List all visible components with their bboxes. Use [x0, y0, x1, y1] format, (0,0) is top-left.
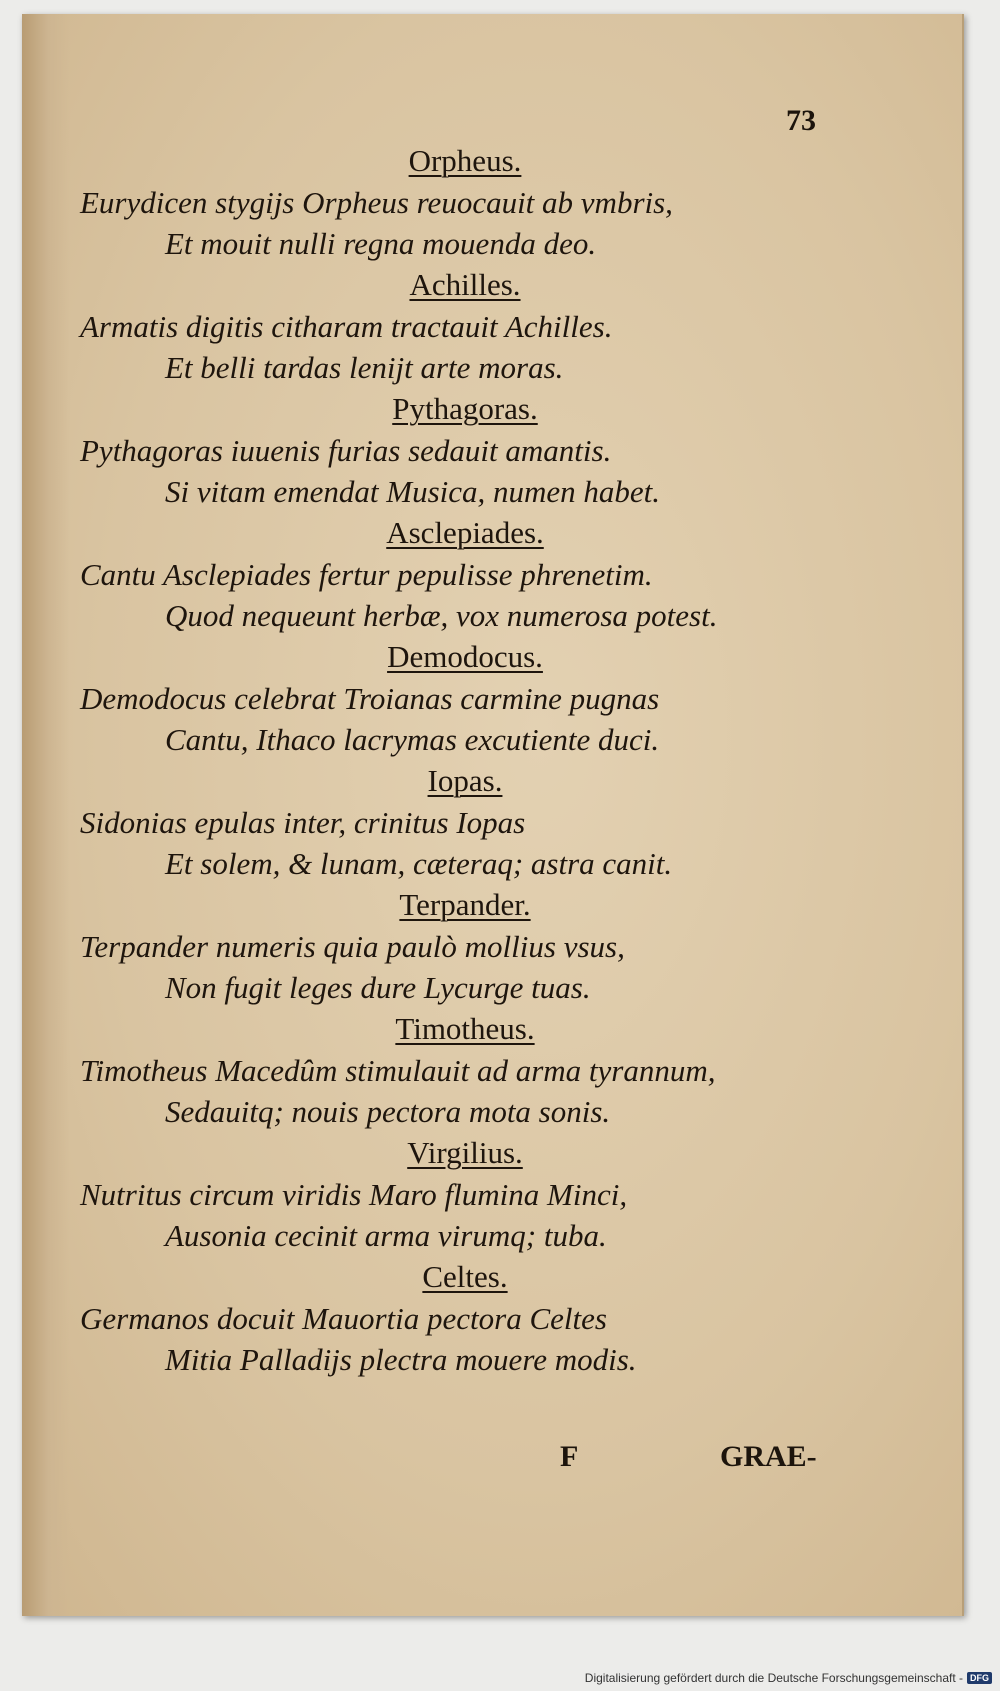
verse-line: Et solem, & lunam, cæteraq; astra canit.	[165, 846, 673, 881]
entry-asclepiades	[70, 512, 860, 636]
page-number: 73	[786, 104, 816, 137]
page-gutter	[22, 14, 70, 1616]
credit-text: Digitalisierung gefördert durch die Deutsche Forschungsgemeinschaft -	[584, 1671, 963, 1685]
entry-pythagoras	[70, 388, 860, 512]
entry-celtes	[70, 1256, 860, 1380]
verse-line: Nutritus circum viridis Maro flumina Minci,	[80, 1177, 628, 1212]
entry-heading: Achilles.	[409, 267, 521, 302]
verse-line: Pythagoras iuuenis furias sedauit amantis.	[80, 433, 612, 468]
verse-line: Demodocus celebrat Troianas carmine pugnas	[80, 681, 660, 716]
verse-line: Si vitam emendat Musica, numen habet.	[165, 474, 661, 509]
entry-orpheus	[70, 140, 860, 264]
poem-text	[70, 140, 860, 1380]
verse-line: Et belli tardas lenijt arte moras.	[165, 350, 564, 385]
verse-line: Ausonia cecinit arma virumq; tuba.	[165, 1218, 607, 1253]
entry-achilles	[70, 264, 860, 388]
entry-heading: Orpheus.	[408, 143, 522, 178]
digitization-credit	[585, 1667, 992, 1689]
entry-heading: Celtes.	[422, 1259, 508, 1294]
dfg-logo-icon: DFG	[967, 1672, 992, 1684]
verse-line: Eurydicen stygijs Orpheus reuocauit ab vmbris,	[80, 185, 673, 220]
entry-demodocus	[70, 636, 860, 760]
signature-mark: F	[560, 1440, 579, 1473]
verse-line: Cantu Asclepiades fertur pepulisse phrenetim.	[80, 557, 653, 592]
verse-line: Sidonias epulas inter, crinitus Iopas	[80, 805, 526, 840]
entry-heading: Asclepiades.	[386, 515, 544, 550]
entry-iopas	[70, 760, 860, 884]
verse-line: Cantu, Ithaco lacrymas excutiente duci.	[165, 722, 660, 757]
entry-timotheus	[70, 1008, 860, 1132]
verse-line: Mitia Palladijs plectra mouere modis.	[165, 1342, 637, 1377]
verse-line: Non fugit leges dure Lycurge tuas.	[165, 970, 591, 1005]
verse-line: Terpander numeris quia paulò mollius vsus,	[80, 929, 625, 964]
entry-heading: Pythagoras.	[392, 391, 538, 426]
verse-line: Et mouit nulli regna mouenda deo.	[165, 226, 597, 261]
verse-line: Germanos docuit Mauortia pectora Celtes	[80, 1301, 607, 1336]
entry-heading: Timotheus.	[395, 1011, 535, 1046]
verse-line: Quod nequeunt herbæ, vox numerosa potest.	[165, 598, 718, 633]
catchword: GRAE-	[720, 1440, 817, 1473]
entry-heading: Terpander.	[399, 887, 531, 922]
entry-heading: Virgilius.	[407, 1135, 523, 1170]
entry-terpander	[70, 884, 860, 1008]
entry-heading: Demodocus.	[387, 639, 543, 674]
entry-virgilius	[70, 1132, 860, 1256]
entry-heading: Iopas.	[427, 763, 503, 798]
verse-line: Sedauitq; nouis pectora mota sonis.	[165, 1094, 611, 1129]
verse-line: Armatis digitis citharam tractauit Achilles.	[80, 309, 613, 344]
verse-line: Timotheus Macedûm stimulauit ad arma tyrannum,	[80, 1053, 716, 1088]
